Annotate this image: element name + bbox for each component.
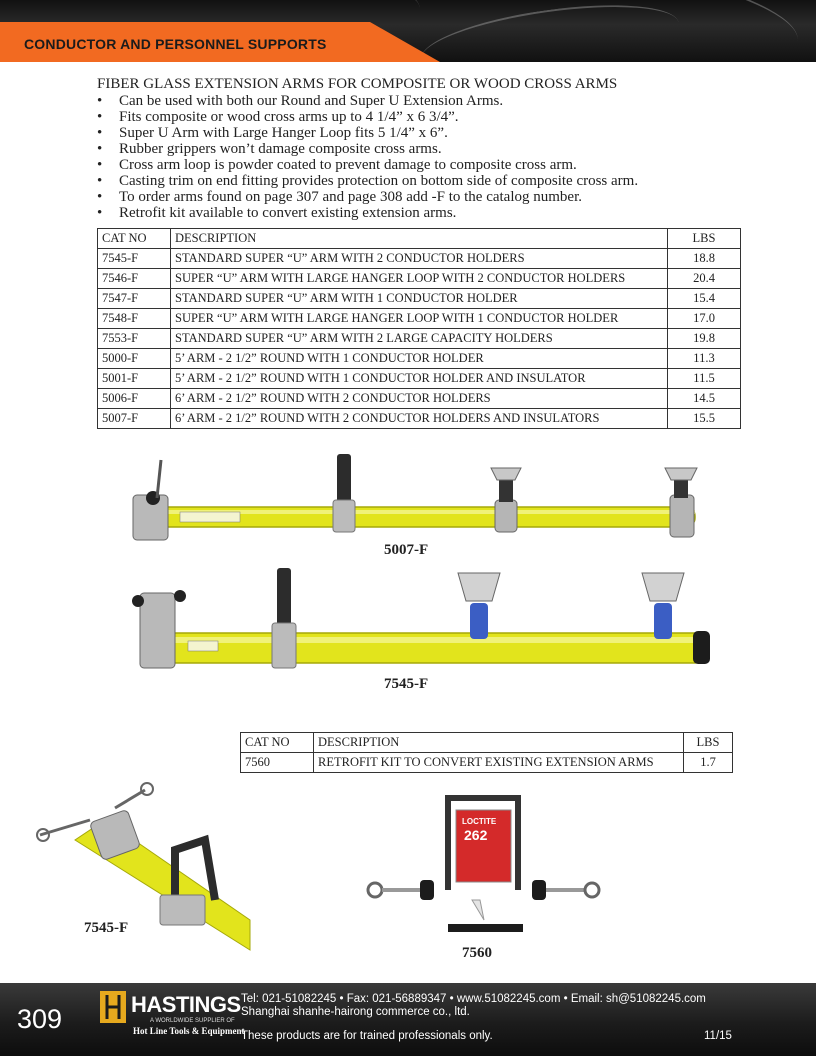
page-header (0, 0, 816, 62)
cat-no-cell: 7545-F (98, 249, 171, 269)
cat-no-cell: 7553-F (98, 329, 171, 349)
hanger-bracket (333, 500, 355, 532)
column-header-lbs: LBS (668, 229, 741, 249)
page-number: 309 (17, 1004, 63, 1034)
column-header-lbs: LBS (684, 733, 733, 753)
clamp-rod (115, 790, 145, 808)
feature-bullet: • Casting trim on end fitting provides protection on bottom side of composite cross arm. (97, 173, 747, 189)
loctite-brand-label: LOCTITE (462, 817, 497, 826)
product-image-7560 (360, 790, 610, 940)
lbs-cell: 19.8 (668, 329, 741, 349)
conductor-holder (458, 573, 500, 601)
feature-bullet: • Super U Arm with Large Hanger Loop fits 5 1/4” x 6”. (97, 125, 747, 141)
hanger-bracket (272, 623, 296, 668)
intro-title: FIBER GLASS EXTENSION ARMS FOR COMPOSITE OR WOOD CROSS ARMS (97, 76, 618, 92)
kit-table (240, 732, 733, 773)
lbs-cell: 1.7 (684, 753, 733, 773)
insulator (499, 480, 513, 502)
threaded-rod (546, 888, 586, 892)
description-cell: 5’ ARM - 2 1/2” ROUND WITH 1 CONDUCTOR HOLDER (171, 349, 668, 369)
cat-no-cell: 7548-F (98, 309, 171, 329)
rubber-gripper-knob (532, 880, 546, 900)
table-row (241, 753, 733, 773)
feature-bullet: • To order arms found on page 307 and page 308 add -F to the catalog number. (97, 189, 747, 205)
table-row (98, 269, 741, 289)
rubber-gripper-knob (132, 595, 144, 607)
product-image-5007-f (125, 450, 705, 555)
lbs-cell: 11.5 (668, 369, 741, 389)
description-cell: STANDARD SUPER “U” ARM WITH 1 CONDUCTOR HOLDER (171, 289, 668, 309)
warning-decal (188, 641, 218, 651)
eye-bolt (141, 783, 153, 795)
rubber-gripper-knob (420, 880, 434, 900)
image-caption: 5007-F (384, 542, 429, 558)
section-title: CONDUCTOR AND PERSONNEL SUPPORTS (24, 36, 327, 52)
product-image-7545-f (128, 563, 713, 678)
description-cell: SUPER “U” ARM WITH LARGE HANGER LOOP WITH 1 CONDUCTOR HOLDER (171, 309, 668, 329)
feature-bullet: • Can be used with both our Round and Super U Extension Arms. (97, 93, 747, 109)
blue-insulator (654, 603, 672, 639)
lbs-cell: 15.4 (668, 289, 741, 309)
cat-no-cell: 5006-F (98, 389, 171, 409)
table-row (98, 389, 741, 409)
company-name: Shanghai shanhe-hairong commerce co., ltd. (241, 1006, 470, 1018)
product-image-7545-f-closeup (35, 780, 255, 955)
lbs-cell: 20.4 (668, 269, 741, 289)
column-header-cat-no: CAT NO (98, 229, 171, 249)
clamp-rod (157, 460, 161, 498)
description-cell: STANDARD SUPER “U” ARM WITH 2 LARGE CAPACITY HOLDERS (171, 329, 668, 349)
table-row (98, 309, 741, 329)
table-row (98, 369, 741, 389)
cat-no-cell: 7546-F (98, 269, 171, 289)
rubber-gripper-knob (174, 590, 186, 602)
image-caption: 7545-F (84, 920, 129, 936)
product-table (97, 228, 741, 429)
holder-clamp (495, 500, 517, 532)
end-fitting-casting (140, 593, 175, 668)
table-row (98, 249, 741, 269)
insulator (674, 478, 688, 498)
hanger-loop (277, 568, 291, 630)
cat-no-cell: 5007-F (98, 409, 171, 429)
logo-bolt-icon (100, 991, 126, 1023)
eye-bolt (585, 883, 599, 897)
feature-bullet: • Rubber grippers won’t damage composite cross arms. (97, 141, 747, 157)
cat-no-cell: 5001-F (98, 369, 171, 389)
lbs-cell: 17.0 (668, 309, 741, 329)
conductor-holder (642, 573, 684, 601)
brand-tagline-2: Hot Line Tools & Equipment (133, 1026, 245, 1036)
lbs-cell: 15.5 (668, 409, 741, 429)
blue-insulator (470, 603, 488, 639)
contact-info: Tel: 021-51082245 • Fax: 021-56889347 • www.51082245.com • Email: sh@51082245.com (241, 993, 706, 1005)
cat-no-cell: 7547-F (98, 289, 171, 309)
warning-decal (180, 512, 240, 522)
feature-bullet: • Cross arm loop is powder coated to prevent damage to composite cross arm. (97, 157, 747, 173)
intro-section (97, 76, 747, 221)
description-cell: 5’ ARM - 2 1/2” ROUND WITH 1 CONDUCTOR HOLDER AND INSULATOR (171, 369, 668, 389)
table-header-row (98, 229, 741, 249)
lbs-cell: 18.8 (668, 249, 741, 269)
column-header-description: DESCRIPTION (171, 229, 668, 249)
tube-nozzle (472, 900, 484, 920)
description-cell: RETROFIT KIT TO CONVERT EXISTING EXTENSION ARMS (314, 753, 684, 773)
image-caption: 7560 (462, 945, 492, 961)
threaded-rod (382, 888, 422, 892)
description-cell: 6’ ARM - 2 1/2” ROUND WITH 2 CONDUCTOR HOLDERS AND INSULATORS (171, 409, 668, 429)
eye-bolt (368, 883, 382, 897)
hanger-loop (337, 454, 351, 504)
arm-highlight (163, 637, 708, 643)
lbs-cell: 11.3 (668, 349, 741, 369)
description-cell: STANDARD SUPER “U” ARM WITH 2 CONDUCTOR HOLDERS (171, 249, 668, 269)
issue-date: 11/15 (704, 1030, 732, 1042)
end-cap (693, 631, 710, 664)
rubber-strip (448, 924, 523, 932)
feature-bullet: • Fits composite or wood cross arms up to 4 1/4” x 6 3/4”. (97, 109, 747, 125)
holder-clamp (670, 495, 694, 537)
disclaimer: These products are for trained professionals only. (241, 1030, 493, 1042)
table-header-row (241, 733, 733, 753)
cat-no-cell: 5000-F (98, 349, 171, 369)
conductor-holder (491, 468, 521, 480)
table-row (98, 409, 741, 429)
hanger-bracket (160, 895, 205, 925)
brand-name: HASTINGS (131, 992, 241, 1017)
conductor-holder (665, 468, 697, 480)
table-row (98, 349, 741, 369)
hastings-logo-icon (100, 991, 126, 1023)
lbs-cell: 14.5 (668, 389, 741, 409)
image-caption: 7545-F (384, 676, 429, 692)
feature-list (97, 93, 747, 221)
feature-bullet: • Retrofit kit available to convert existing extension arms. (97, 205, 747, 221)
loctite-number-label: 262 (464, 827, 488, 843)
brand-tagline: A WORLDWIDE SUPPLIER OF (150, 1018, 235, 1024)
table-row (98, 289, 741, 309)
column-header-description: DESCRIPTION (314, 733, 684, 753)
column-header-cat-no: CAT NO (241, 733, 314, 753)
description-cell: SUPER “U” ARM WITH LARGE HANGER LOOP WITH 2 CONDUCTOR HOLDERS (171, 269, 668, 289)
cat-no-cell: 7560 (241, 753, 314, 773)
description-cell: 6’ ARM - 2 1/2” ROUND WITH 2 CONDUCTOR HOLDERS (171, 389, 668, 409)
table-row (98, 329, 741, 349)
